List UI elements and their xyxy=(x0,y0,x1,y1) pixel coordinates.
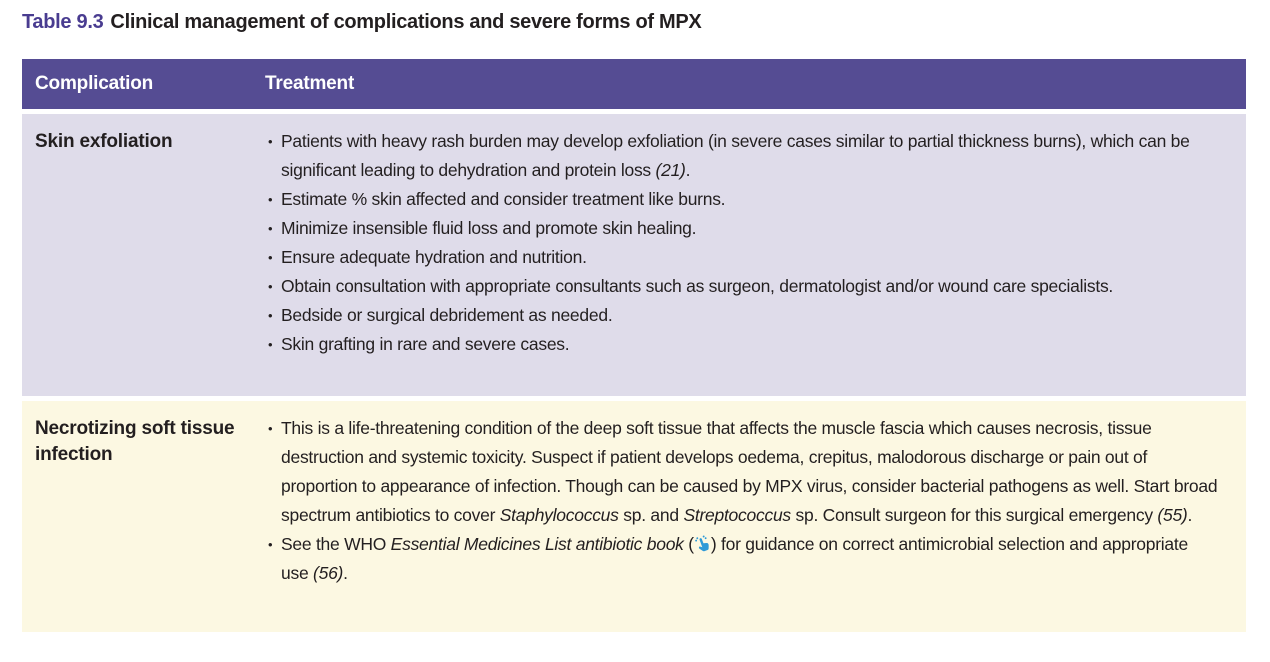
complication-cell: Skin exfoliation xyxy=(35,131,173,152)
column-header-complication: Complication xyxy=(35,73,154,94)
bullet-text xyxy=(281,414,1218,530)
treatment-cell xyxy=(265,401,1246,632)
bullet-marker: • xyxy=(268,250,273,265)
treatment-bullet xyxy=(268,185,1218,214)
title-text: Clinical management of complications and severe forms of MPX xyxy=(110,11,702,33)
text-segment: . xyxy=(1187,505,1193,525)
italic-text-segment: Staphylococcus xyxy=(499,505,619,525)
bullet-marker: • xyxy=(268,337,273,352)
text-segment: Skin grafting in rare and severe cases. xyxy=(281,334,570,354)
italic-text-segment: (55) xyxy=(1157,505,1188,525)
table-body xyxy=(22,114,1246,632)
hand-click-icon[interactable] xyxy=(694,535,711,552)
text-segment: Patients with heavy rash burden may develop exfoliation (in severe cases similar to partial thickness burns), which can be significant leading to dehydration and protein loss xyxy=(281,131,1190,180)
italic-text-segment: (21) xyxy=(655,160,686,180)
text-segment: Bedside or surgical debridement as needed. xyxy=(281,305,613,325)
treatment-cell xyxy=(265,114,1246,396)
clinical-management-table xyxy=(22,59,1246,632)
italic-text-segment: Streptococcus xyxy=(683,505,791,525)
bullet-text xyxy=(281,127,1218,185)
table-row xyxy=(22,114,1246,396)
bullet-marker: • xyxy=(268,421,273,436)
bullet-marker: • xyxy=(268,192,273,207)
complication-cell: Necrotizing soft tissue infection xyxy=(35,418,235,465)
bullet-marker: • xyxy=(268,308,273,323)
bullet-marker: • xyxy=(268,279,273,294)
treatment-bullet xyxy=(268,272,1218,301)
text-segment: ) for guidance on correct antimicrobial selection and appropriate use xyxy=(281,534,1188,583)
table-title xyxy=(22,11,701,34)
italic-text-segment: (56) xyxy=(313,563,344,583)
column-header-treatment: Treatment xyxy=(265,73,355,94)
table-header-row xyxy=(22,59,1246,109)
text-segment: . xyxy=(343,563,348,583)
treatment-bullet xyxy=(268,243,1218,272)
bullet-text xyxy=(281,243,1218,272)
treatment-list xyxy=(268,414,1218,588)
text-segment: See the WHO xyxy=(281,534,391,554)
text-segment: . xyxy=(685,160,691,180)
bullet-text xyxy=(281,272,1218,301)
table-number: Table 9.3 xyxy=(22,11,104,33)
treatment-bullet xyxy=(268,214,1218,243)
text-segment: Estimate % skin affected and consider treatment like burns. xyxy=(281,189,726,209)
treatment-list xyxy=(268,127,1218,359)
bullet-text xyxy=(281,185,1218,214)
bullet-marker: • xyxy=(268,537,273,552)
text-segment: This is a life-threatening condition of the deep soft tissue that affects the muscle fascia which causes necrosis, tissue destruction and systemic toxicity. Suspect if patient develops oedema, crepitus, malodorous discharge or pain out of proportion to appearance of infection. Though can be caused by MPX virus, consider bacterial pathogens as well. Start broad spectrum antibiotics to cover xyxy=(281,418,1218,525)
text-segment: Obtain consultation with appropriate consultants such as surgeon, dermatologist and/or wound care specialists. xyxy=(281,276,1114,296)
text-segment: ( xyxy=(683,534,694,554)
treatment-bullet xyxy=(268,330,1218,359)
bullet-text xyxy=(281,214,1218,243)
treatment-bullet xyxy=(268,127,1218,185)
text-segment: Minimize insensible fluid loss and promote skin healing. xyxy=(281,218,697,238)
treatment-bullet xyxy=(268,530,1218,588)
treatment-bullet xyxy=(268,301,1218,330)
treatment-bullet xyxy=(268,414,1218,530)
text-segment: Ensure adequate hydration and nutrition. xyxy=(281,247,587,267)
bullet-marker: • xyxy=(268,221,273,236)
text-segment: sp. Consult surgeon for this surgical emergency xyxy=(790,505,1158,525)
text-segment: sp. and xyxy=(618,505,684,525)
bullet-marker: • xyxy=(268,134,273,149)
bullet-text xyxy=(281,330,1218,359)
bullet-text xyxy=(281,530,1218,588)
italic-text-segment: Essential Medicines List antibiotic book xyxy=(390,534,684,554)
table-row xyxy=(22,401,1246,632)
bullet-text xyxy=(281,301,1218,330)
